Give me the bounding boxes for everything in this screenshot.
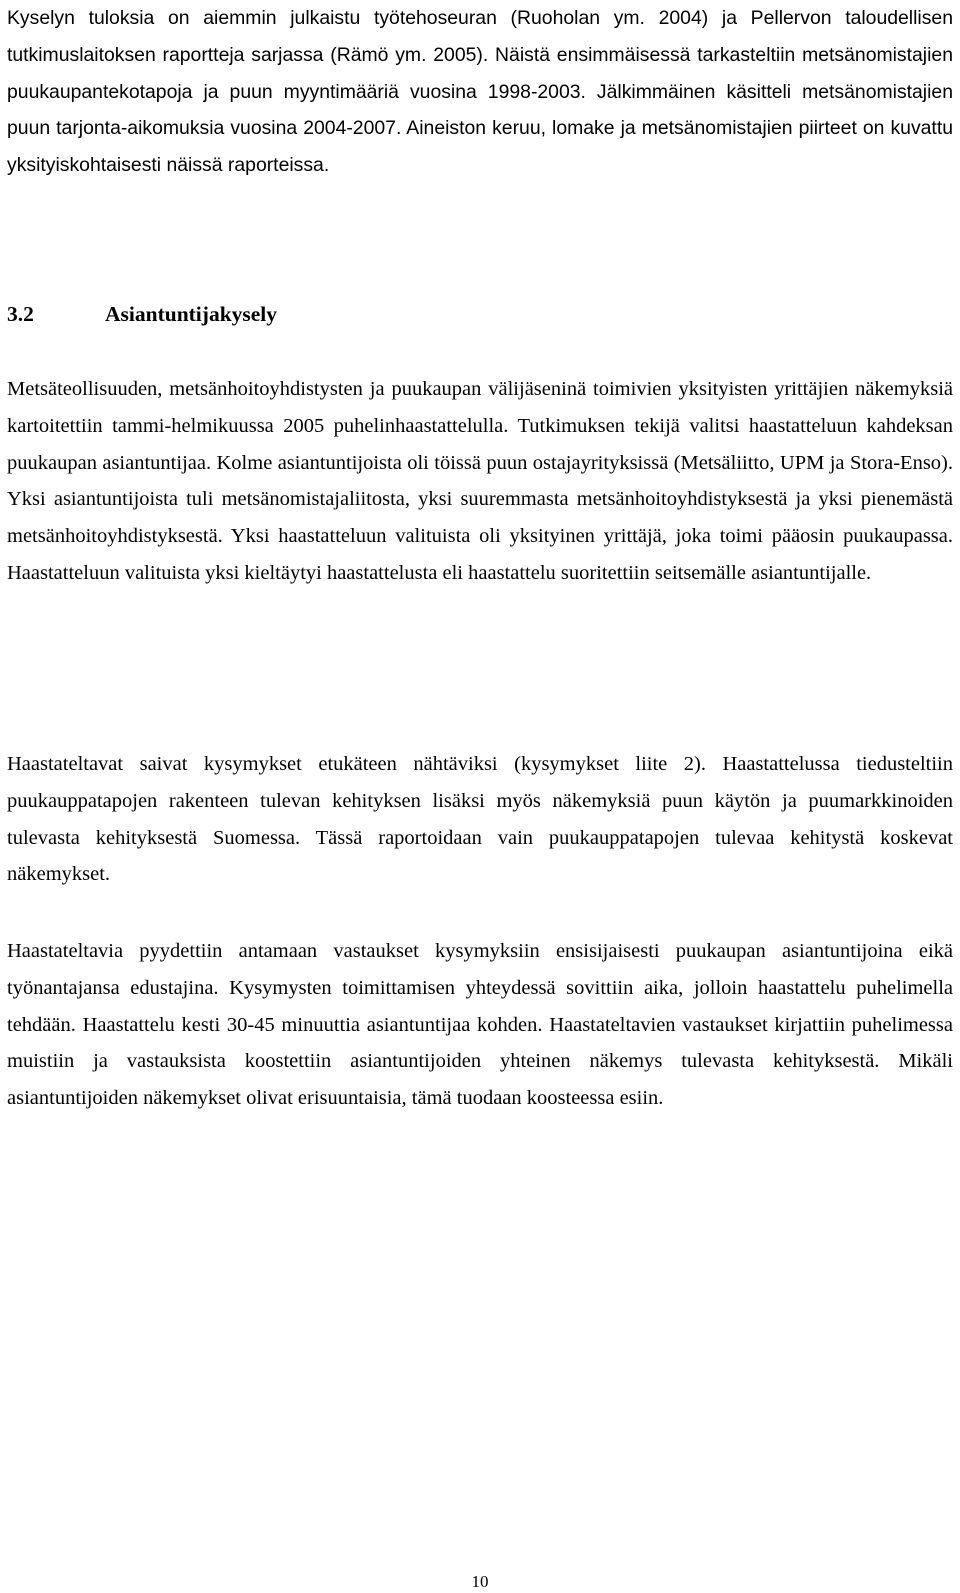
section-number: 3.2	[7, 302, 34, 326]
body-paragraph: Metsäteollisuuden, metsänhoitoyhdistysten ja puukaupan välijäseninä toimivien yksityisten yrittäjien näkemyksiä kartoitettiin tammi-helmikuussa 2005 puhelinhaastattelulla. Tutkimuksen tekijä valitsi haastatteluun kahdeksan puukaupan asiantuntijaa. Kolme asiantuntijoista oli töissä puun ostajayrityksissä (Metsäliitto, UPM ja Stora-Enso). Yksi asiantuntijoista tuli metsänomistajaliitosta, yksi suuremmasta metsänhoitoyhdistyksestä ja yksi pienemästä metsänhoitoyhdistyksestä. Yksi haastatteluun valituista oli yksityinen yrittäjä, joka toimi pääosin puukaupassa. Haastatteluun valituista yksi kieltäytyi haastattelusta eli haastattelu suoritettiin seitsemälle asiantuntijalle.	[7, 378, 953, 584]
body-paragraph: Haastateltavat saivat kysymykset etukäteen nähtäviksi (kysymykset liite 2). Haastattelussa tiedusteltiin puukauppatapojen rakenteen tulevan kehityksen lisäksi myös näkemyksiä puun käytön ja puumarkkinoiden tulevasta kehityksestä Suomessa. Tässä raportoidaan vain puukauppatapojen tulevaa kehitystä koskevat näkemykset.	[7, 753, 953, 886]
section-title: Asiantuntijakysely	[105, 302, 278, 326]
section-heading	[7, 296, 277, 332]
intro-paragraph: Kyselyn tuloksia on aiemmin julkaistu työtehoseuran (Ruoholan ym. 2004) ja Pellervon taloudellisen tutkimuslaitoksen raportteja sarjassa (Rämö ym. 2005). Näistä ensimmäisessä tarkasteltiin metsänomistajien puukaupantekotapoja ja puun myyntimääriä vuosina 1998-2003. Jälkimmäinen käsitteli metsänomistajien puun tarjonta-aikomuksia vuosina 2004-2007. Aineiston keruu, lomake ja metsänomistajien piirteet on kuvattu yksityiskohtaisesti näissä raporteissa.	[7, 7, 953, 177]
body-paragraph: Haastateltavia pyydettiin antamaan vastaukset kysymyksiin ensisijaisesti puukaupan asiantuntijoina eikä työnantajansa edustajina. Kysymysten toimittamisen yhteydessä sovittiin aika, jolloin haastattelu puhelimella tehdään. Haastattelu kesti 30-45 minuuttia asiantuntijaa kohden. Haastateltavien vastaukset kirjattiin puhelimessa muistiin ja vastauksista koostettiin asiantuntijoiden yhteinen näkemys tulevasta kehityksestä. Mikäli asiantuntijoiden näkemykset olivat erisuuntaisia, tämä tuodaan koosteessa esiin.	[7, 940, 953, 1110]
page-number: 10	[471, 1572, 489, 1591]
